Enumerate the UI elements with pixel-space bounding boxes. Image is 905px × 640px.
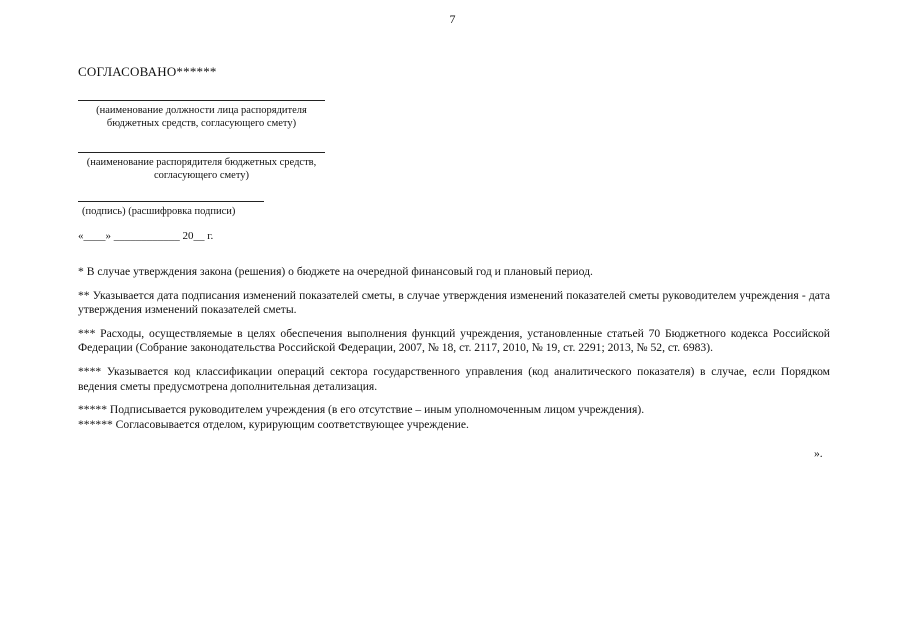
footnote-2: ** Указывается дата подписания изменений показателей сметы, в случае утверждения изменений показателей сметы руководителем учреждения - дата утверждения изменений показателей сметы. — [78, 288, 830, 317]
approval-block — [78, 64, 338, 242]
position-caption: (наименование должности лица распорядителя бюджетных средств, согласующего смету) — [96, 105, 307, 129]
position-signature-line — [78, 100, 325, 101]
signature-caption: (подпись) (расшифровка подписи) — [82, 206, 236, 217]
footnote-6: ****** Согласовывается отделом, курирующим соответствующее учреждение. — [78, 417, 469, 431]
approval-heading: СОГЛАСОВАНО****** — [78, 64, 217, 79]
footnote-4: **** Указывается код классификации операций сектора государственного управления (код аналитического показателя) в случае, если Порядком ведения сметы предусмотрена дополнительная детализация. — [78, 364, 830, 393]
manager-signature-line — [78, 152, 325, 153]
approval-date: «____» ____________ 20__ г. — [78, 230, 214, 242]
footnote-3: *** Расходы, осуществляемые в целях обеспечения выполнения функций учреждения, установленные статьей 70 Бюджетного кодекса Российской Федерации (Собрание законодательства Российской Федерации, 2007, № 18, ст. 2117, 2010, № 19, ст. 2291; 2013, № 52, ст. 6983). — [78, 326, 830, 355]
footnote-5: ***** Подписывается руководителем учреждения (в его отсутствие – иным уполномоченным лицом учреждения). — [78, 403, 645, 417]
signature-line — [78, 201, 264, 202]
footnote-1: * В случае утверждения закона (решения) о бюджете на очередной финансовый год и плановый период. — [78, 265, 593, 278]
page-number: 7 — [449, 12, 456, 26]
footnotes — [78, 265, 830, 432]
manager-caption: (наименование распорядителя бюджетных средств, согласующего смету) — [86, 157, 317, 181]
closing-quote-mark: ». — [814, 447, 823, 460]
